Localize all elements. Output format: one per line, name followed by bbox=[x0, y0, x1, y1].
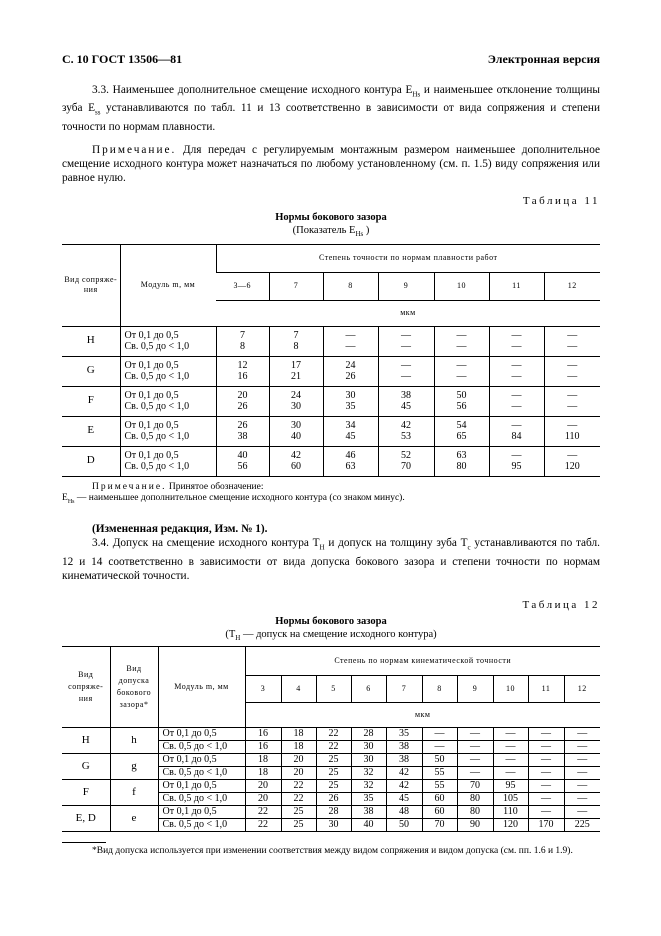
value-cell: 20 bbox=[245, 779, 281, 792]
value-cell: — bbox=[564, 805, 600, 818]
value-cell: 50 bbox=[386, 818, 422, 831]
value-cell: 105 bbox=[493, 792, 528, 805]
value-cell bbox=[269, 386, 323, 416]
value-cell: 32 bbox=[351, 779, 386, 792]
degree-header: 10 bbox=[493, 675, 528, 702]
value: 63 bbox=[345, 461, 356, 473]
value-cell bbox=[489, 326, 544, 356]
row-vid: H bbox=[62, 326, 120, 356]
table-row bbox=[62, 805, 600, 818]
value-cell bbox=[216, 386, 269, 416]
modul-line: От 0,1 до 0,5 bbox=[124, 450, 179, 462]
table-12-title: Нормы бокового зазора bbox=[275, 615, 387, 627]
footnote: *Вид допуска используется при изменении соответствия между видом сопряжения и видом допуска (см. пп. 1.6 и 1.9). bbox=[92, 845, 573, 856]
value-cell: 25 bbox=[281, 818, 316, 831]
value-cell: 22 bbox=[316, 727, 351, 740]
row-modul bbox=[120, 416, 216, 446]
degree-header: 8 bbox=[422, 675, 457, 702]
table-12-number: Таблица 12 bbox=[522, 598, 600, 611]
value: — bbox=[345, 330, 356, 342]
modul-line: Св. 0,5 до < 1,0 bbox=[124, 341, 190, 353]
degree-header: 12 bbox=[564, 675, 600, 702]
value: 42 bbox=[401, 420, 411, 432]
value: — bbox=[456, 360, 467, 372]
modul-line: От 0,1 до 0,5 bbox=[124, 420, 179, 432]
value-cell: — bbox=[528, 792, 564, 805]
table-row bbox=[62, 416, 600, 446]
value-cell bbox=[544, 386, 600, 416]
value: 12 bbox=[237, 360, 248, 372]
value: — bbox=[401, 330, 411, 342]
value: — bbox=[456, 330, 467, 342]
row-modul: Св. 0,5 до < 1,0 bbox=[158, 766, 245, 779]
value: — bbox=[511, 371, 522, 383]
table-row bbox=[62, 386, 600, 416]
value: — bbox=[567, 401, 578, 413]
modul-line: Св. 0,5 до < 1,0 bbox=[124, 401, 190, 413]
table-row bbox=[62, 753, 600, 766]
value-cell: — bbox=[422, 740, 457, 753]
value-cell: 225 bbox=[564, 818, 600, 831]
row-modul: От 0,1 до 0,5 bbox=[158, 753, 245, 766]
value: — bbox=[511, 390, 522, 402]
value-cell bbox=[489, 356, 544, 386]
value-cell: — bbox=[493, 740, 528, 753]
row-modul: Св. 0,5 до < 1,0 bbox=[158, 740, 245, 753]
value-cell: 18 bbox=[245, 766, 281, 779]
value: — bbox=[511, 341, 522, 353]
value-cell bbox=[216, 356, 269, 386]
value-cell: 22 bbox=[316, 740, 351, 753]
degree-header: 12 bbox=[544, 272, 600, 300]
row-vid: G bbox=[62, 356, 120, 386]
degree-header: 7 bbox=[386, 675, 422, 702]
value: 30 bbox=[291, 401, 301, 413]
value: 84 bbox=[511, 431, 522, 443]
value-cell: 22 bbox=[281, 779, 316, 792]
value-cell: — bbox=[457, 766, 493, 779]
value-cell bbox=[544, 416, 600, 446]
value-cell: 60 bbox=[422, 805, 457, 818]
value: 56 bbox=[456, 401, 467, 413]
col-vid: Вид сопряже-ния bbox=[62, 244, 120, 326]
value-cell: 38 bbox=[386, 740, 422, 753]
row-modul bbox=[120, 326, 216, 356]
value: 26 bbox=[345, 371, 356, 383]
value-cell: — bbox=[457, 740, 493, 753]
value-cell bbox=[269, 416, 323, 446]
value-cell bbox=[544, 356, 600, 386]
value-cell: 18 bbox=[245, 753, 281, 766]
value: 34 bbox=[345, 420, 356, 432]
value-cell: 42 bbox=[386, 779, 422, 792]
paragraph-3-4: 3.4. Допуск на смещение исходного контура $T_H$ и допуск на толщину зуба $T_c$ устанавливаются по табл. 12 и 14 соответственно в зависимости от вида допуска бокового зазора и степени точности по нормам кинематической точности. bbox=[62, 537, 600, 582]
note-2-line: $E_{Hs}$ — наименьшее дополнительное смещение исходного контура (со знаком минус). bbox=[62, 493, 405, 505]
value-cell bbox=[434, 386, 489, 416]
col-dopusk: Вид допуска бокового зазора* bbox=[110, 646, 158, 727]
value-cell: 32 bbox=[351, 766, 386, 779]
value-cell bbox=[269, 446, 323, 476]
value-cell: 16 bbox=[245, 740, 281, 753]
value-cell: 25 bbox=[281, 805, 316, 818]
value-cell bbox=[323, 356, 378, 386]
value-cell bbox=[216, 416, 269, 446]
value: 120 bbox=[564, 461, 580, 473]
row-dopusk: g bbox=[110, 753, 158, 779]
col-modul: Модуль m, мм bbox=[158, 646, 245, 727]
value: 80 bbox=[456, 461, 467, 473]
value-cell: 42 bbox=[386, 766, 422, 779]
document-page bbox=[62, 52, 600, 857]
degree-header: 3—6 bbox=[216, 272, 269, 300]
value-cell: — bbox=[528, 740, 564, 753]
value: 95 bbox=[511, 461, 522, 473]
table-12-subtitle: ($T_H$ — допуск на смещение исходного контура) bbox=[225, 628, 437, 642]
value-cell: — bbox=[528, 727, 564, 740]
value-cell: — bbox=[493, 727, 528, 740]
value-cell: 55 bbox=[422, 766, 457, 779]
value-cell: 28 bbox=[351, 727, 386, 740]
modul-line: Св. 0,5 до < 1,0 bbox=[124, 461, 190, 473]
table-row bbox=[62, 356, 600, 386]
value: — bbox=[511, 401, 522, 413]
row-vid: H bbox=[62, 727, 110, 753]
value-cell: — bbox=[493, 766, 528, 779]
value-cell: 50 bbox=[422, 753, 457, 766]
row-vid: D bbox=[62, 446, 120, 476]
value-cell: — bbox=[528, 779, 564, 792]
value: 52 bbox=[401, 450, 411, 462]
value: — bbox=[345, 341, 356, 353]
degree-header: 11 bbox=[528, 675, 564, 702]
page-header bbox=[62, 52, 600, 67]
value-cell bbox=[434, 356, 489, 386]
value-cell: 20 bbox=[281, 753, 316, 766]
footnote-rule bbox=[62, 842, 106, 843]
value: 38 bbox=[401, 390, 411, 402]
table-11-title: Нормы бокового зазора bbox=[275, 211, 387, 223]
modul-line: От 0,1 до 0,5 bbox=[124, 330, 179, 342]
value-cell: 45 bbox=[386, 792, 422, 805]
degree-header: 10 bbox=[434, 272, 489, 300]
degree-header: 11 bbox=[489, 272, 544, 300]
degree-header: 9 bbox=[457, 675, 493, 702]
table-11-number: Таблица 11 bbox=[522, 194, 600, 207]
value: 42 bbox=[291, 450, 301, 462]
value-cell: 40 bbox=[351, 818, 386, 831]
table-row bbox=[62, 446, 600, 476]
value-cell: 35 bbox=[351, 792, 386, 805]
value: 40 bbox=[237, 450, 248, 462]
value: — bbox=[456, 341, 467, 353]
value-cell: 120 bbox=[493, 818, 528, 831]
value-cell: 90 bbox=[457, 818, 493, 831]
modul-line: От 0,1 до 0,5 bbox=[124, 360, 179, 372]
value: 7 bbox=[240, 330, 245, 342]
degree-header: 5 bbox=[316, 675, 351, 702]
value: 70 bbox=[401, 461, 411, 473]
value-cell: — bbox=[564, 753, 600, 766]
row-modul bbox=[120, 356, 216, 386]
value-cell: 70 bbox=[422, 818, 457, 831]
value-cell: — bbox=[528, 766, 564, 779]
value-cell bbox=[323, 416, 378, 446]
value-cell: 18 bbox=[281, 727, 316, 740]
value: 24 bbox=[345, 360, 356, 372]
table-11 bbox=[62, 244, 600, 477]
value: 56 bbox=[237, 461, 248, 473]
value-cell bbox=[323, 446, 378, 476]
value: — bbox=[511, 420, 522, 432]
value-cell: — bbox=[564, 727, 600, 740]
degree-header: 4 bbox=[281, 675, 316, 702]
value: 65 bbox=[456, 431, 467, 443]
row-vid: F bbox=[62, 779, 110, 805]
row-vid: E bbox=[62, 416, 120, 446]
value-cell: — bbox=[564, 792, 600, 805]
value-cell: 80 bbox=[457, 805, 493, 818]
table-row bbox=[62, 779, 600, 792]
value-cell: 18 bbox=[281, 740, 316, 753]
value: 16 bbox=[237, 371, 248, 383]
value-cell: 25 bbox=[316, 753, 351, 766]
value-cell: 38 bbox=[386, 753, 422, 766]
value-cell: 80 bbox=[457, 792, 493, 805]
modul-line: Св. 0,5 до < 1,0 bbox=[124, 371, 190, 383]
col-group: Степень точности по нормам плавности работ bbox=[216, 244, 600, 272]
value: — bbox=[401, 371, 411, 383]
degree-header: 8 bbox=[323, 272, 378, 300]
value-cell: 110 bbox=[493, 805, 528, 818]
value: 30 bbox=[291, 420, 301, 432]
value-cell: 28 bbox=[316, 805, 351, 818]
value-cell bbox=[434, 416, 489, 446]
row-dopusk: h bbox=[110, 727, 158, 753]
value-cell bbox=[216, 326, 269, 356]
value-cell bbox=[216, 446, 269, 476]
value: 8 bbox=[293, 341, 299, 353]
value-cell: 22 bbox=[245, 818, 281, 831]
value: 8 bbox=[240, 341, 245, 353]
value-cell: 30 bbox=[316, 818, 351, 831]
row-modul: Св. 0,5 до < 1,0 bbox=[158, 792, 245, 805]
row-vid: G bbox=[62, 753, 110, 779]
row-modul: От 0,1 до 0,5 bbox=[158, 779, 245, 792]
value: 26 bbox=[237, 420, 248, 432]
value-cell bbox=[378, 446, 434, 476]
value-cell bbox=[269, 326, 323, 356]
col-modul: Модуль m, мм bbox=[120, 244, 216, 326]
value: 53 bbox=[401, 431, 411, 443]
value-cell bbox=[489, 416, 544, 446]
value-cell bbox=[489, 446, 544, 476]
header-right: Электронная версия bbox=[487, 52, 600, 66]
modul-line: От 0,1 до 0,5 bbox=[124, 390, 179, 402]
value: — bbox=[511, 360, 522, 372]
row-vid: E, D bbox=[62, 805, 110, 831]
value-cell bbox=[323, 386, 378, 416]
table-12 bbox=[62, 646, 600, 832]
row-vid: F bbox=[62, 386, 120, 416]
value-cell: — bbox=[493, 753, 528, 766]
value-cell: — bbox=[564, 740, 600, 753]
value-cell: 95 bbox=[493, 779, 528, 792]
value: 50 bbox=[456, 390, 467, 402]
value-cell: 48 bbox=[386, 805, 422, 818]
value-cell: 30 bbox=[351, 753, 386, 766]
value: 21 bbox=[291, 371, 301, 383]
value-cell: 20 bbox=[245, 792, 281, 805]
degree-header: 3 bbox=[245, 675, 281, 702]
row-dopusk: f bbox=[110, 779, 158, 805]
unit-label: мкм bbox=[245, 702, 600, 727]
value: — bbox=[567, 450, 578, 462]
value-cell bbox=[378, 356, 434, 386]
value: 24 bbox=[291, 390, 301, 402]
value-cell bbox=[489, 386, 544, 416]
table-row bbox=[62, 326, 600, 356]
note-1: Примечание. Для передач с регулируемым монтажным размером наименьшее дополнительное смещение исходного контура может назначаться по любому установленному (см. п. 1.5) виду сопряжения или равное нулю. bbox=[62, 143, 600, 184]
value-cell: — bbox=[457, 727, 493, 740]
value-cell: 25 bbox=[316, 766, 351, 779]
value: 7 bbox=[293, 330, 299, 342]
note-2: Примечание. Принятое обозначение: bbox=[92, 481, 264, 492]
paragraph-3-3: 3.3. Наименьшее дополнительное смещение исходного контура $E_{Hs}$ и наименьшее отклонение толщины зуба $E_{ss}$ устанавливаются по табл. 11 и 13 соответственно в зависимости от вида сопряжения и степени точности по нормам плавности. bbox=[62, 84, 601, 133]
value-cell: 60 bbox=[422, 792, 457, 805]
value-cell bbox=[378, 386, 434, 416]
value-cell bbox=[434, 326, 489, 356]
amended-note: (Измененная редакция, Изм. № 1). bbox=[92, 523, 268, 536]
value-cell: 20 bbox=[281, 766, 316, 779]
unit-label: мкм bbox=[216, 300, 600, 326]
value-cell bbox=[323, 326, 378, 356]
col-group: Степень по нормам кинематической точности bbox=[245, 646, 600, 675]
row-modul: От 0,1 до 0,5 bbox=[158, 727, 245, 740]
value: — bbox=[511, 450, 522, 462]
value: 30 bbox=[345, 390, 356, 402]
col-vid: Вид сопряже-ния bbox=[62, 646, 110, 727]
value: — bbox=[567, 330, 578, 342]
degree-header: 7 bbox=[269, 272, 323, 300]
value-cell bbox=[544, 446, 600, 476]
value: — bbox=[567, 371, 578, 383]
value-cell bbox=[544, 326, 600, 356]
row-modul: От 0,1 до 0,5 bbox=[158, 805, 245, 818]
value-cell: 22 bbox=[245, 805, 281, 818]
value-cell: 70 bbox=[457, 779, 493, 792]
value-cell: 26 bbox=[316, 792, 351, 805]
value-cell bbox=[434, 446, 489, 476]
row-modul bbox=[120, 446, 216, 476]
value: 54 bbox=[456, 420, 467, 432]
value-cell: 16 bbox=[245, 727, 281, 740]
value: — bbox=[567, 360, 578, 372]
value: 60 bbox=[291, 461, 301, 473]
value-cell: — bbox=[564, 766, 600, 779]
value: — bbox=[567, 341, 578, 353]
value-cell: 55 bbox=[422, 779, 457, 792]
table-row bbox=[62, 727, 600, 740]
value-cell: 22 bbox=[281, 792, 316, 805]
value: 45 bbox=[401, 401, 411, 413]
value-cell: 170 bbox=[528, 818, 564, 831]
value: — bbox=[511, 330, 522, 342]
degree-header: 9 bbox=[378, 272, 434, 300]
header-left: С. 10 ГОСТ 13506—81 bbox=[62, 52, 183, 66]
value-cell: 35 bbox=[386, 727, 422, 740]
value: 26 bbox=[237, 401, 248, 413]
value: — bbox=[567, 390, 578, 402]
modul-line: Св. 0,5 до < 1,0 bbox=[124, 431, 190, 443]
value-cell bbox=[378, 416, 434, 446]
degree-header: 6 bbox=[351, 675, 386, 702]
value-cell bbox=[378, 326, 434, 356]
value: 20 bbox=[237, 390, 248, 402]
value-cell: — bbox=[422, 727, 457, 740]
value: 35 bbox=[345, 401, 356, 413]
value-cell: 30 bbox=[351, 740, 386, 753]
value: 38 bbox=[237, 431, 248, 443]
value-cell: — bbox=[457, 753, 493, 766]
row-modul: Св. 0,5 до < 1,0 bbox=[158, 818, 245, 831]
value-cell: — bbox=[528, 753, 564, 766]
table-11-subtitle: (Показатель $E_{Hs}$ ) bbox=[292, 224, 370, 238]
value-cell: — bbox=[528, 805, 564, 818]
value: 17 bbox=[291, 360, 301, 372]
value: 63 bbox=[456, 450, 467, 462]
value-cell bbox=[269, 356, 323, 386]
value: — bbox=[567, 420, 578, 432]
value: 110 bbox=[564, 431, 580, 443]
value: 46 bbox=[345, 450, 356, 462]
value: — bbox=[401, 360, 411, 372]
row-modul bbox=[120, 386, 216, 416]
value: — bbox=[401, 341, 411, 353]
value-cell: 25 bbox=[316, 779, 351, 792]
value-cell: 38 bbox=[351, 805, 386, 818]
value: — bbox=[456, 371, 467, 383]
value: 45 bbox=[345, 431, 356, 443]
value: 40 bbox=[291, 431, 301, 443]
row-dopusk: e bbox=[110, 805, 158, 831]
value-cell: — bbox=[564, 779, 600, 792]
